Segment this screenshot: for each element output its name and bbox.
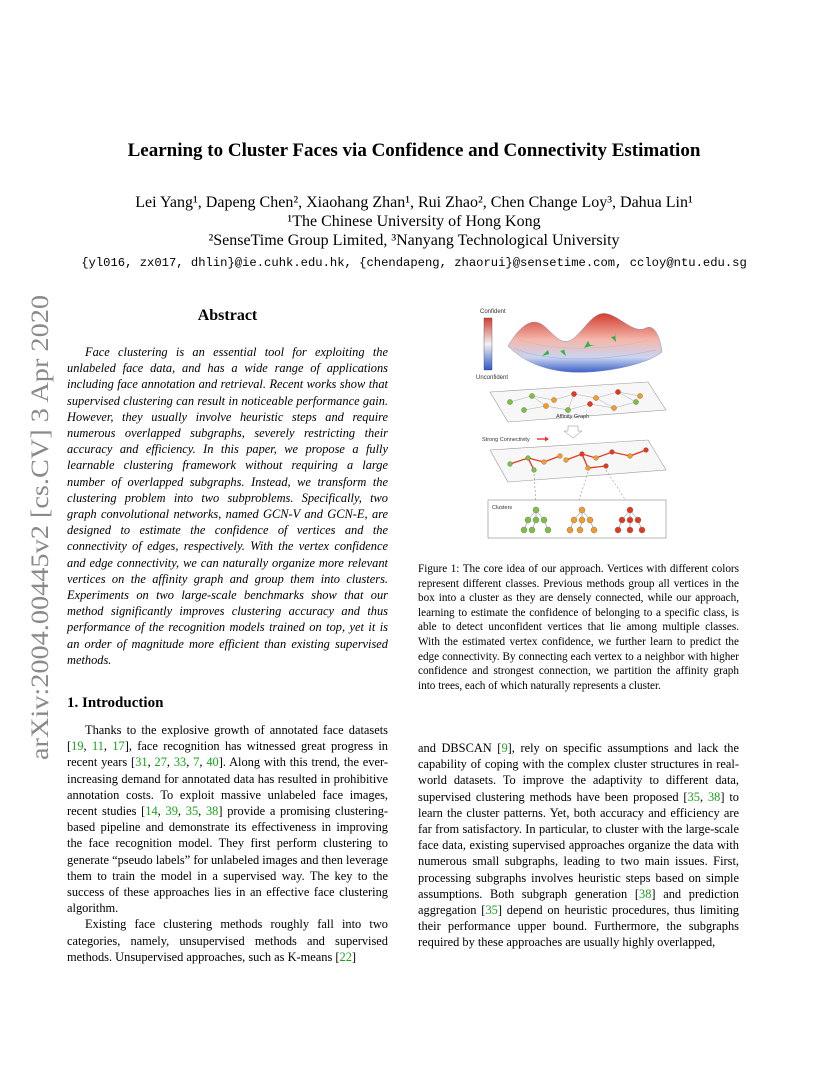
citation-link[interactable]: 31 [135,755,148,770]
citation-link[interactable]: 11 [91,739,104,754]
citation-link[interactable]: 22 [339,949,352,964]
abstract-heading: Abstract [197,307,258,324]
affiliation-1: ¹The Chinese University of Hong Kong [287,213,541,230]
author-emails: {yl016, zx017, dhlin}@ie.cuhk.edu.hk, {chendapeng, zhaorui}@sensetime.com, ccloy@ntu.edu.sg [81,256,747,270]
right-paragraph: and DBSCAN [9], rely on specific assumptions and lack the capability of coping with the complex cluster structures in real-world datasets. To improve the adaptivity to different data, supervised clustering methods have been proposed [35, 38] to learn the cluster patterns. Yet, both accuracy and efficiency are far from satisfactory. In particular, to cluster with the large-scale face data, existing supervised approaches organize the data with numerous small subgraphs, leading to two main issues. First, processing subgraphs involves heuristic steps based on simple assumptions. Both subgraph generation [38] and prediction aggregation [35] depend on heuristic procedures, thus limiting their performance upper bound. Furthermore, the subgraphs required by these approaches are usually highly overlapped, [418,741,739,950]
citation-link[interactable]: 38 [707,789,721,804]
label-affinity-graph: Affinity Graph [556,414,590,420]
citation-link[interactable]: 38 [639,886,652,901]
confidence-surface [508,313,662,372]
citation-link[interactable]: 14 [145,804,158,819]
citation-link[interactable]: 39 [165,804,178,819]
label-strong-connectivity: Strong Connectivity [482,437,530,443]
label-confident: Confident [480,309,506,315]
abstract-text: Face clustering is an essential tool for exploiting the unlabeled face data, and has a wide range of applications including face annotation and retrieval. Recent works show that supervised clustering can result in noticeable performance gain. However, they usually involve heuristic steps and require numerous overlapped subgraphs, severely restricting their accuracy and efficiency. In this paper, we propose a fully learnable clustering framework without requiring a large number of overlapped subgraphs. Instead, we transform the clustering problem into two subproblems. Specifically, two graph convolutional networks, named GCN-V and GCN-E, are designed to estimate the confidence of vertices and the connectivity of edges, respectively. With the vertex confidence and edge connectivity, we can naturally organize more relevant vertices on the affinity graph and group them into clusters. Experiments on two large-scale benchmarks show that our method significantly improves clustering accuracy and thus performance of the recognition models trained on top, yet it is an order of magnitude more efficient than existing supervised methods. [67,345,388,667]
figure-1-diagram [470,298,670,540]
intro-paragraph-1: Thanks to the explosive growth of annotated face datasets [19, 11, 17], face recognition has witnessed great progress in recent years [31, 27, 33, 7, 40]. Along with this trend, the ever-increasing demand for annotated data has resulted in prohibitive annotation costs. To exploit massive unlabeled face images, recent studies [14, 39, 35, 38] provide a promising clustering-based pipeline and demonstrate its effectiveness in improving the face recognition model. They first perform clustering to generate “pseudo labels” for unlabeled images and then leverage them to train the model in a supervised way. The key to the success of these approaches lies in an effective face clustering algorithm. [67,723,389,916]
citation-link[interactable]: 19 [71,739,84,754]
citation-link[interactable]: 33 [173,755,187,770]
label-unconfident: Unconfident [476,375,509,381]
right-column-body [418,740,739,951]
citation-link[interactable]: 35 [485,903,498,918]
arxiv-identifier-stamp [18,290,56,760]
paper-title: Learning to Cluster Faces via Confidence and Connectivity Estimation [127,140,701,161]
label-clusters: Clusters [492,505,513,511]
connectivity-plane [490,440,666,482]
author-names: Lei Yang¹, Dapeng Chen², Xiaohang Zhan¹, Rui Zhao², Chen Change Loy³, Dahua Lin¹ [135,194,693,211]
introduction-heading: 1. Introduction [67,695,164,711]
affiliation-2: ²SenseTime Group Limited, ³Nanyang Technological University [208,232,620,249]
confidence-colorbar [484,318,492,370]
citation-link[interactable]: 7 [193,755,200,770]
citation-link[interactable]: 40 [206,755,219,770]
citation-link[interactable]: 35 [185,804,199,819]
author-block [0,193,828,250]
citation-link[interactable]: 35 [687,789,700,804]
down-arrow [564,426,582,438]
arxiv-identifier-text: arXiv:2004.00445v2 [cs.CV] 3 Apr 2020 [25,340,54,760]
citation-link[interactable]: 9 [501,741,508,755]
intro-paragraph-2: Existing face clustering methods roughly fall into two categories, namely, unsupervised methods and supervised methods. Unsupervised approaches, such as K-means [22] [67,917,388,964]
citation-link[interactable]: 27 [154,755,167,770]
introduction-body [67,722,388,965]
citation-link[interactable]: 17 [112,739,125,754]
citation-link[interactable]: 38 [205,804,219,819]
figure-1-caption: Figure 1: The core idea of our approach. Vertices with different colors represent different classes. Previous methods group all vertices in the box into a cluster as they are densely connected, while our approach, learning to estimate the confidence of belonging to a specific class, is able to detect unconfident vertices that lie among multiple classes. With the estimated vertex confidence, we further learn to predict the edge connectivity. By connecting each vertex to a neighbor with higher confidence and strongest connection, we partition the affinity graph into trees, each of which naturally represents a cluster. [418,563,739,692]
